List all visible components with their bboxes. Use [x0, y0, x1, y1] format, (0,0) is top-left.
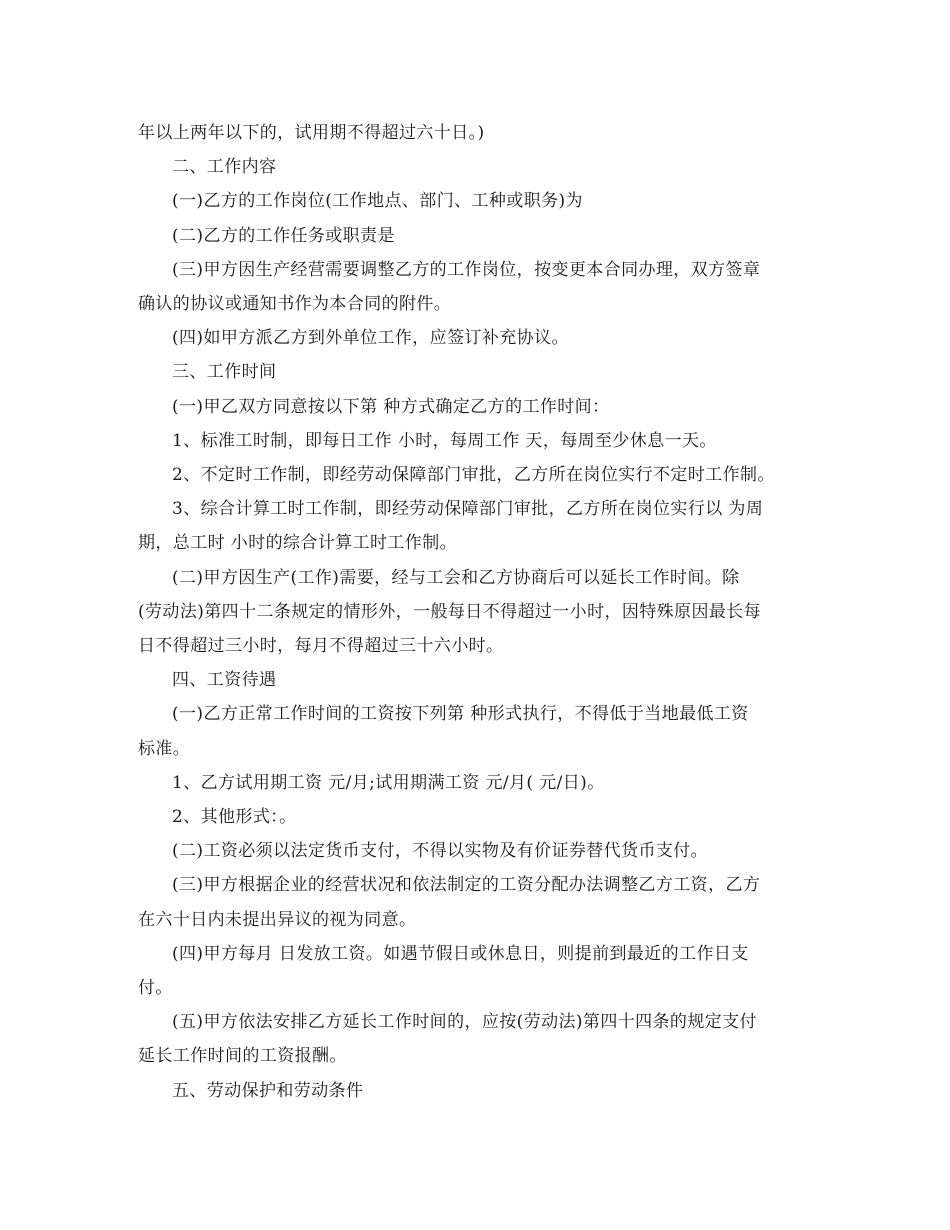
- paragraph-line: (二)工资必须以法定货币支付，不得以实物及有价证券替代货币支付。: [172, 841, 709, 862]
- paragraph-line: (三)甲方因生产经营需要调整乙方的工作岗位，按变更本合同办理，双方签章: [172, 259, 761, 280]
- paragraph-line: 年以上两年以下的，试用期不得超过六十日。): [138, 123, 485, 143]
- paragraph-line: (三)甲方根据企业的经营状况和依法制定的工资分配办法调整乙方工资，乙方: [172, 875, 761, 896]
- paragraph-line: (二)甲方因生产(工作)需要，经与工会和乙方协商后可以延长工作时间。除: [172, 567, 740, 588]
- paragraph-line: 2、不定时工作制，即经劳动保障部门审批，乙方所在岗位实行不定时工作制。: [172, 465, 775, 486]
- document-body: [138, 116, 814, 1108]
- paragraph-line: (四)甲方每月 日发放工资。如遇节假日或休息日，则提前到最近的工作日支: [172, 943, 749, 964]
- paragraph-line: 2、其他形式：。: [172, 807, 297, 828]
- paragraph-line: 日不得超过三小时，每月不得超过三十六小时。: [138, 636, 504, 657]
- paragraph-line: (一)甲乙双方同意按以下第 种方式确定乙方的工作时间：: [172, 396, 610, 417]
- paragraph-line: 在六十日内未提出异议的视为同意。: [138, 909, 417, 930]
- paragraph-line: (五)甲方依法安排乙方延长工作时间的，应按(劳动法)第四十四条的规定支付: [172, 1012, 757, 1033]
- section-heading-labor-protection: 五、劳动保护和劳动条件: [172, 1080, 364, 1101]
- paragraph-line: (二)乙方的工作任务或职责是: [172, 225, 395, 246]
- paragraph-line: 1、标准工时制，即每日工作 小时，每周工作 天，每周至少休息一天。: [172, 430, 717, 451]
- paragraph-line: 付。: [138, 978, 173, 999]
- section-heading-work-time: 三、工作时间: [172, 362, 277, 383]
- paragraph-line: (四)如甲方派乙方到外单位工作，应签订补充协议。: [172, 328, 569, 349]
- paragraph-line: 1、乙方试用期工资 元/月;试用期满工资 元/月( 元/日)。: [172, 772, 605, 793]
- section-heading-work-content: 二、工作内容: [172, 157, 277, 178]
- section-heading-wages: 四、工资待遇: [172, 670, 277, 691]
- paragraph-line: 标准。: [138, 738, 191, 759]
- paragraph-line: 延长工作时间的工资报酬。: [138, 1046, 347, 1067]
- paragraph-line: (一)乙方的工作岗位(工作地点、部门、工种或职务)为: [172, 191, 583, 212]
- paragraph-line: 确认的协议或通知书作为本合同的附件。: [138, 294, 452, 315]
- paragraph-line: (劳动法)第四十二条规定的情形外，一般每日不得超过一小时，因特殊原因最长每: [138, 601, 762, 622]
- paragraph-line: 3、综合计算工时工作制，即经劳动保障部门审批，乙方所在岗位实行以 为周: [172, 499, 764, 520]
- paragraph-line: (一)乙方正常工作时间的工资按下列第 种形式执行，不得低于当地最低工资: [172, 704, 749, 725]
- paragraph-line: 期，总工时 小时的综合计算工时工作制。: [138, 533, 458, 554]
